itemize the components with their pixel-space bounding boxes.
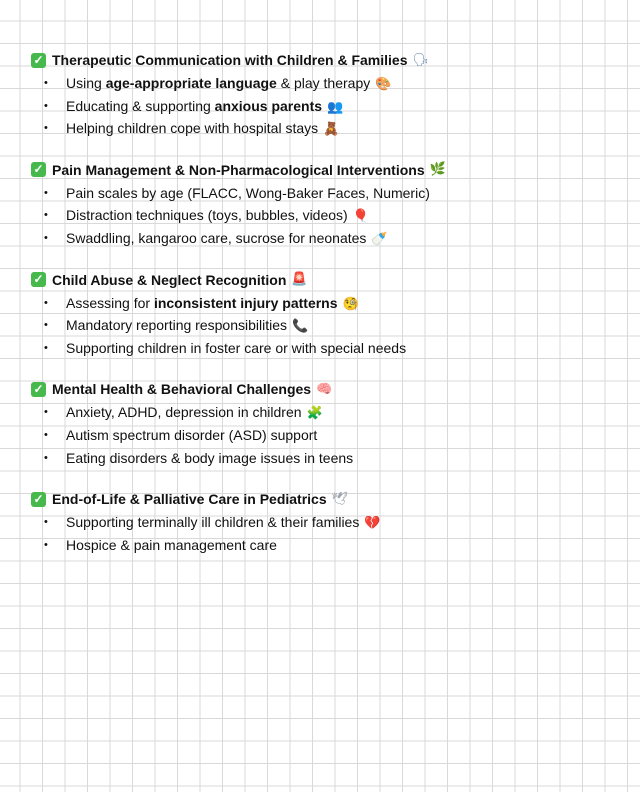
checkmark-icon: ✓ xyxy=(31,272,46,287)
checkmark-icon: ✓ xyxy=(31,492,46,507)
section xyxy=(31,48,631,140)
monocle-face-icon: 🧐 xyxy=(342,296,359,312)
list-item xyxy=(31,117,631,140)
bullet-list xyxy=(31,511,631,556)
list-item xyxy=(31,227,631,250)
list-item xyxy=(31,401,631,424)
puzzle-icon: 🧩 xyxy=(306,406,323,422)
checkmark-icon: ✓ xyxy=(31,382,46,397)
item-text: Supporting children in foster care or with special needs xyxy=(66,339,407,356)
item-text: Helping children cope with hospital stays xyxy=(66,120,319,137)
section xyxy=(31,377,631,469)
bullet-list xyxy=(31,182,631,250)
section-heading xyxy=(31,377,631,401)
broken-heart-icon: 💔 xyxy=(364,516,381,532)
item-emphasis: age-appropriate language xyxy=(105,75,277,91)
list-item xyxy=(31,534,631,557)
section-title: End-of-Life & Palliative Care in Pediatrics xyxy=(52,491,327,508)
bullet-list xyxy=(31,72,631,140)
item-text: Hospice & pain management care xyxy=(66,536,277,553)
section-heading xyxy=(31,158,631,182)
bullet-list xyxy=(31,292,631,360)
section-heading xyxy=(31,48,631,72)
section xyxy=(31,487,631,556)
item-emphasis: anxious parents xyxy=(214,97,323,114)
baby-bottle-icon: 🍼 xyxy=(371,231,388,247)
list-item xyxy=(31,447,631,470)
document-content xyxy=(31,48,631,574)
item-text: Swaddling, kangaroo care, sucrose for neonates xyxy=(66,229,367,246)
item-text: Mandatory reporting responsibilities xyxy=(66,317,287,334)
list-item xyxy=(31,72,631,95)
list-item xyxy=(31,182,631,205)
palette-icon: 🎨 xyxy=(375,77,392,92)
item-text: Educating & supporting xyxy=(66,97,215,114)
herb-icon: 🌿 xyxy=(429,162,446,178)
balloon-icon: 🎈 xyxy=(352,209,369,225)
section-title: Therapeutic Communication with Children & Families xyxy=(52,52,408,68)
item-text: Using xyxy=(66,75,106,91)
people-icon: 👥 xyxy=(327,99,344,115)
checkmark-icon: ✓ xyxy=(31,162,46,177)
siren-icon: 🚨 xyxy=(291,272,308,288)
list-item xyxy=(31,337,631,360)
dove-icon: 🕊 xyxy=(331,491,349,507)
section-title: Pain Management & Non-Pharmacological Interventions xyxy=(52,161,425,178)
item-emphasis: inconsistent injury patterns xyxy=(153,294,338,311)
section xyxy=(31,268,631,360)
checkmark-icon: ✓ xyxy=(31,53,46,68)
list-item xyxy=(31,424,631,447)
section xyxy=(31,158,631,250)
section-title: Mental Health & Behavioral Challenges xyxy=(52,381,312,398)
item-text: Assessing for xyxy=(66,294,154,311)
teddy-bear-icon: 🧸 xyxy=(323,122,340,138)
section-heading xyxy=(31,268,631,292)
list-item xyxy=(31,204,631,227)
section-title: Child Abuse & Neglect Recognition xyxy=(52,271,287,288)
item-text: Supporting terminally ill children & their families xyxy=(66,514,360,531)
item-text: Pain scales by age (FLACC, Wong-Baker Faces, Numeric) xyxy=(66,184,430,201)
item-text: Distraction techniques (toys, bubbles, videos) xyxy=(66,207,348,224)
list-item xyxy=(31,292,631,315)
item-text: Anxiety, ADHD, depression in children xyxy=(66,404,302,421)
telephone-icon: 📞 xyxy=(292,319,309,335)
item-text: Eating disorders & body image issues in teens xyxy=(66,449,354,466)
item-text: Autism spectrum disorder (ASD) support xyxy=(66,426,318,443)
bullet-list xyxy=(31,401,631,469)
speaking-head-icon: 🗣 xyxy=(412,52,430,68)
item-text-suffix: & play therapy xyxy=(276,75,371,91)
brain-icon: 🧠 xyxy=(316,381,333,397)
section-heading xyxy=(31,487,631,511)
list-item xyxy=(31,511,631,534)
list-item xyxy=(31,95,631,118)
list-item xyxy=(31,314,631,337)
